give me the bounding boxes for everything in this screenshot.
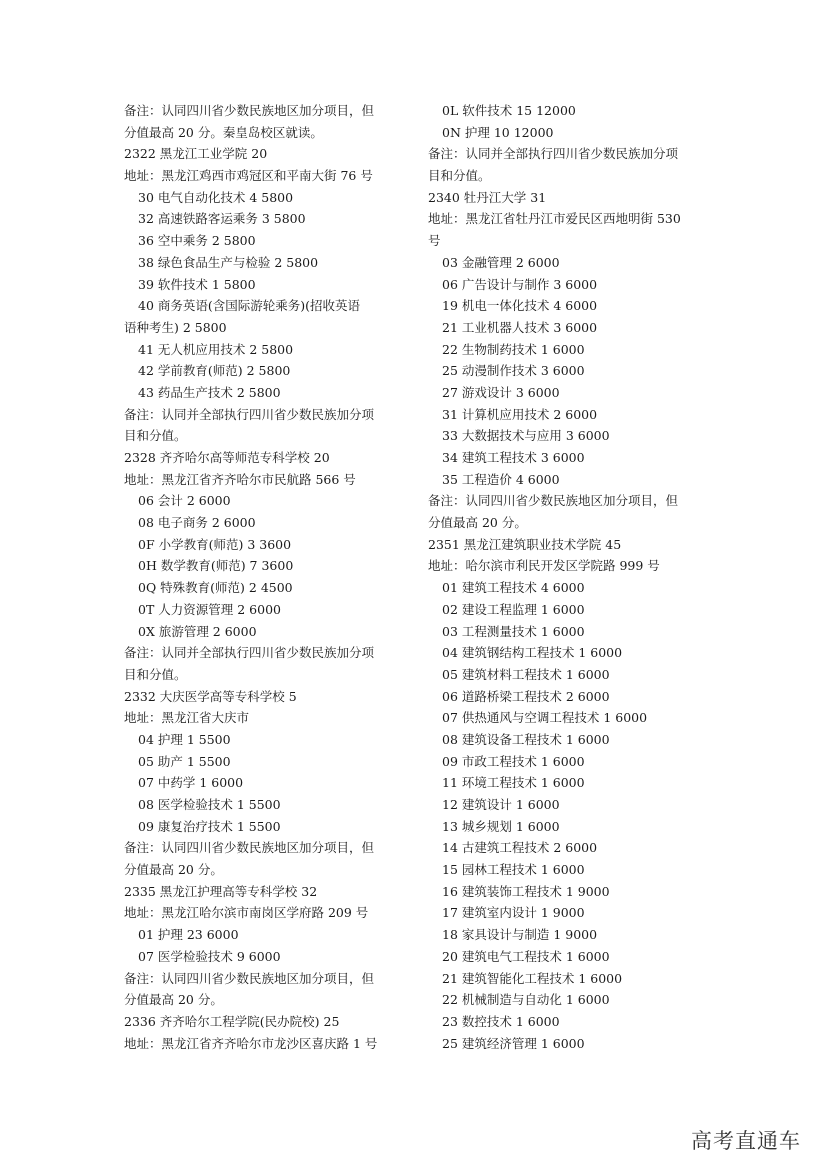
text-line: 41 无人机应用技术 2 5800 bbox=[138, 341, 294, 357]
text-line: 08 电子商务 2 6000 bbox=[138, 515, 256, 531]
text-line: 30 电气自动化技术 4 5800 bbox=[138, 189, 294, 205]
text-line: 36 空中乘务 2 5800 bbox=[138, 233, 256, 249]
text-line: 地址：哈尔滨市利民开发区学院路 999 号 bbox=[428, 558, 660, 574]
text-line: 03 工程测量技术 1 6000 bbox=[442, 623, 585, 639]
text-line: 0Q 特殊教育(师范) 2 4500 bbox=[138, 580, 293, 596]
text-line: 04 建筑钢结构工程技术 1 6000 bbox=[442, 645, 623, 661]
text-line: 0N 护理 10 12000 bbox=[442, 124, 554, 140]
text-line: 07 供热通风与空调工程技术 1 6000 bbox=[442, 710, 648, 726]
text-line: 05 助产 1 5500 bbox=[138, 753, 231, 769]
text-line: 06 广告设计与制作 3 6000 bbox=[442, 276, 598, 292]
text-line: 0X 旅游管理 2 6000 bbox=[138, 623, 257, 639]
text-line: 备注：认同四川省少数民族地区加分项目，但 bbox=[124, 970, 375, 986]
text-line: 07 医学检验技术 9 6000 bbox=[138, 948, 281, 964]
text-line: 21 建筑智能化工程技术 1 6000 bbox=[442, 970, 623, 986]
text-line: 25 动漫制作技术 3 6000 bbox=[442, 363, 585, 379]
text-line: 05 建筑材料工程技术 1 6000 bbox=[442, 666, 610, 682]
text-line: 备注：认同四川省少数民族地区加分项目，但 bbox=[124, 840, 375, 856]
text-line: 07 中药学 1 6000 bbox=[138, 775, 244, 791]
text-line: 备注：认同四川省少数民族地区加分项目，但 bbox=[124, 103, 375, 118]
text-line: 31 计算机应用技术 2 6000 bbox=[442, 406, 598, 422]
text-line: 38 绿色食品生产与检验 2 5800 bbox=[138, 254, 319, 270]
text-line: 08 建筑设备工程技术 1 6000 bbox=[442, 731, 610, 747]
left-column bbox=[124, 100, 406, 1054]
text-line: 地址：黑龙江省大庆市 bbox=[124, 710, 250, 726]
text-line: 32 高速铁路客运乘务 3 5800 bbox=[138, 211, 306, 227]
text-line: 22 机械制造与自动化 1 6000 bbox=[442, 992, 610, 1008]
text-line: 01 护理 23 6000 bbox=[138, 927, 239, 943]
text-line: 语种考生) 2 5800 bbox=[124, 319, 227, 335]
text-line: 16 建筑装饰工程技术 1 9000 bbox=[442, 883, 610, 899]
text-line: 42 学前教育(师范) 2 5800 bbox=[138, 363, 291, 379]
text-line: 目和分值。 bbox=[124, 428, 187, 444]
text-line: 地址：黑龙江哈尔滨市南岗区学府路 209 号 bbox=[124, 905, 369, 921]
right-column bbox=[428, 100, 710, 1054]
text-line: 地址：黑龙江省齐齐哈尔市龙沙区喜庆路 1 号 bbox=[124, 1035, 378, 1051]
text-line: 40 商务英语(含国际游轮乘务)(招收英语 bbox=[138, 298, 361, 314]
text-line: 号 bbox=[428, 233, 441, 249]
text-line: 0F 小学教育(师范) 3 3600 bbox=[138, 536, 292, 552]
text-line: 02 建设工程监理 1 6000 bbox=[442, 601, 585, 617]
text-line: 39 软件技术 1 5800 bbox=[138, 276, 256, 292]
text-line: 33 大数据技术与应用 3 6000 bbox=[442, 428, 610, 444]
text-line: 2322 黑龙江工业学院 20 bbox=[124, 146, 268, 162]
text-line: 备注：认同并全部执行四川省少数民族加分项 bbox=[124, 645, 375, 661]
text-line: 19 机电一体化技术 4 6000 bbox=[442, 298, 598, 314]
text-line: 34 建筑工程技术 3 6000 bbox=[442, 450, 585, 465]
text-line: 09 市政工程技术 1 6000 bbox=[442, 753, 585, 769]
text-line: 14 古建筑工程技术 2 6000 bbox=[442, 840, 598, 856]
text-line: 25 建筑经济管理 1 6000 bbox=[442, 1035, 585, 1051]
text-line: 23 数控技术 1 6000 bbox=[442, 1013, 560, 1029]
text-line: 27 游戏设计 3 6000 bbox=[442, 384, 560, 400]
text-line: 备注：认同并全部执行四川省少数民族加分项 bbox=[428, 146, 679, 162]
text-line: 0H 数学教育(师范) 7 3600 bbox=[138, 558, 294, 574]
text-line: 21 工业机器人技术 3 6000 bbox=[442, 319, 598, 335]
text-line: 03 金融管理 2 6000 bbox=[442, 254, 560, 270]
text-line: 地址：黑龙江省牡丹江市爱民区西地明街 530 bbox=[428, 211, 681, 227]
text-line: 17 建筑室内设计 1 9000 bbox=[442, 905, 585, 921]
text-line: 09 康复治疗技术 1 5500 bbox=[138, 818, 281, 834]
text-line: 分值最高 20 分。 bbox=[124, 992, 223, 1008]
text-line: 地址：黑龙江鸡西市鸡冠区和平南大街 76 号 bbox=[124, 168, 373, 184]
text-line: 备注：认同四川省少数民族地区加分项目，但 bbox=[428, 493, 679, 509]
text-line: 2351 黑龙江建筑职业技术学院 45 bbox=[428, 536, 622, 552]
text-line: 2336 齐齐哈尔工程学院(民办院校) 25 bbox=[124, 1013, 340, 1029]
text-line: 13 城乡规划 1 6000 bbox=[442, 818, 560, 834]
text-line: 11 环境工程技术 1 6000 bbox=[442, 775, 585, 791]
text-line: 目和分值。 bbox=[428, 168, 491, 184]
text-line: 22 生物制药技术 1 6000 bbox=[442, 341, 585, 357]
text-line: 分值最高 20 分。秦皇岛校区就读。 bbox=[124, 124, 323, 140]
text-line: 04 护理 1 5500 bbox=[138, 731, 231, 747]
text-line: 2340 牡丹江大学 31 bbox=[428, 189, 547, 205]
text-line: 43 药品生产技术 2 5800 bbox=[138, 384, 281, 400]
text-line: 15 园林工程技术 1 6000 bbox=[442, 862, 585, 878]
watermark: 高考直通车 bbox=[691, 1129, 801, 1153]
text-line: 备注：认同并全部执行四川省少数民族加分项 bbox=[124, 406, 375, 422]
text-line: 12 建筑设计 1 6000 bbox=[442, 797, 560, 812]
text-line: 20 建筑电气工程技术 1 6000 bbox=[442, 948, 610, 964]
text-line: 0T 人力资源管理 2 6000 bbox=[138, 601, 281, 617]
text-line: 分值最高 20 分。 bbox=[428, 515, 527, 531]
text-line: 2328 齐齐哈尔高等师范专科学校 20 bbox=[124, 450, 330, 465]
text-line: 2332 大庆医学高等专科学校 5 bbox=[124, 688, 297, 704]
text-line: 06 会计 2 6000 bbox=[138, 493, 231, 509]
text-line: 地址：黑龙江省齐齐哈尔市民航路 566 号 bbox=[124, 471, 356, 487]
text-line: 06 道路桥梁工程技术 2 6000 bbox=[442, 688, 610, 704]
text-line: 0L 软件技术 15 12000 bbox=[442, 103, 576, 118]
text-line: 目和分值。 bbox=[124, 666, 187, 682]
text-line: 分值最高 20 分。 bbox=[124, 862, 223, 878]
text-line: 35 工程造价 4 6000 bbox=[442, 471, 560, 487]
text-line: 2335 黑龙江护理高等专科学校 32 bbox=[124, 883, 318, 899]
text-line: 01 建筑工程技术 4 6000 bbox=[442, 580, 585, 596]
text-line: 18 家具设计与制造 1 9000 bbox=[442, 927, 598, 943]
text-line: 08 医学检验技术 1 5500 bbox=[138, 797, 281, 812]
